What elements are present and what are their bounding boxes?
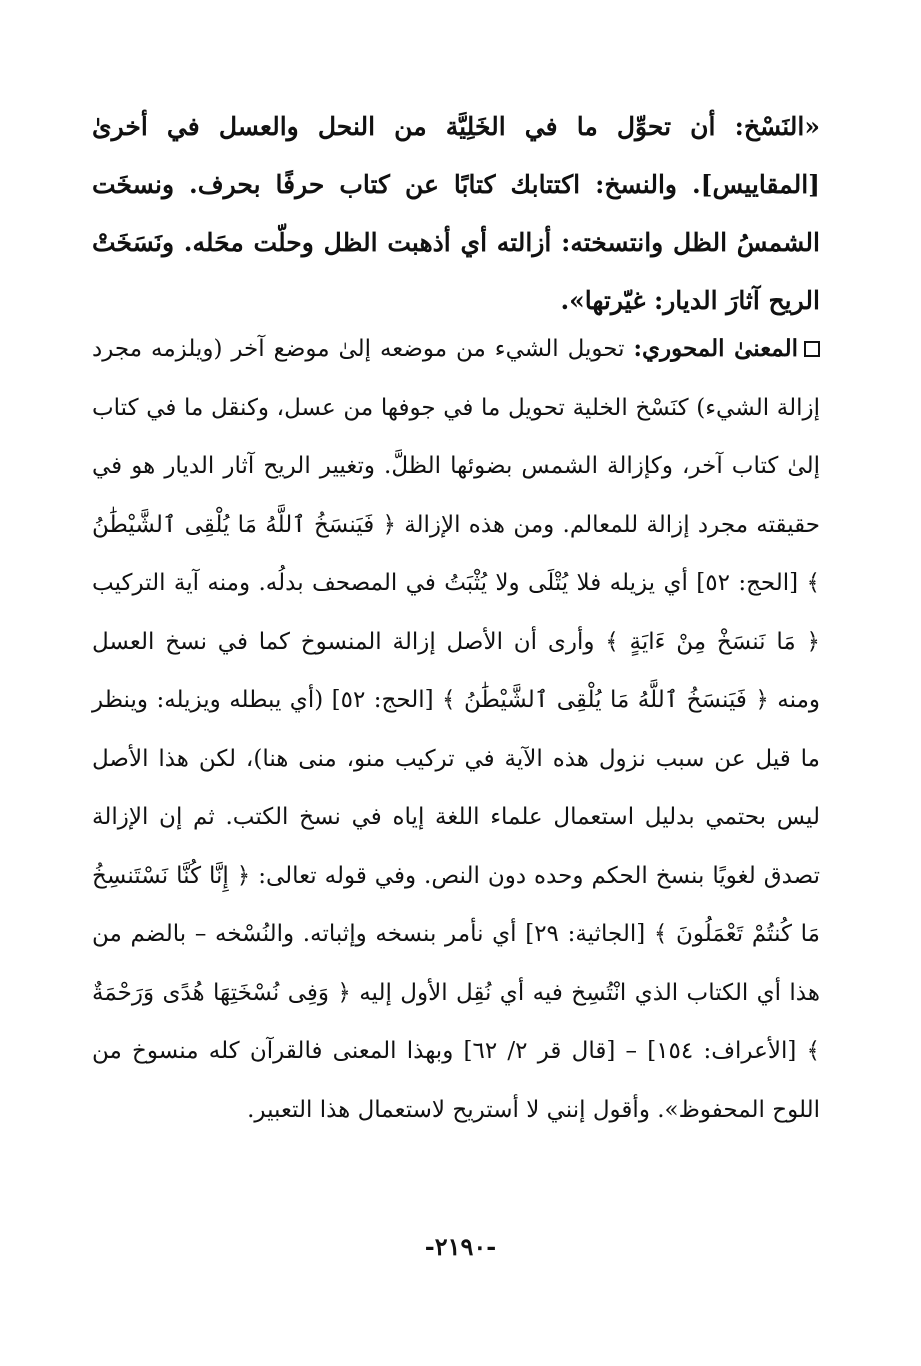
definition-paragraph bbox=[92, 98, 820, 330]
core-meaning-heading: المعنىٰ المحوري: bbox=[633, 335, 799, 362]
core-meaning-text: تحويل الشيء من موضعه إلىٰ موضع آخر (ويلزمه مجرد إزالة الشيء) كنَسْخ الخلية تحويل ما في جوفها من عسل، وكنقل ما في كتاب إلىٰ كتاب آخر، وكإزالة الشمس بضوئها الظلَّ. وتغيير الريح آثار الديار هو في حقيقته مجرد إزالة للمعالم. ومن هذه الإزالة ﴿ فَيَنسَخُ ٱللَّهُ مَا يُلْقِى ٱلشَّيْطَٰنُ ﴾ [الحج: ٥٢] أي يزيله فلا يُتْلَى ولا يُثْبَتُ في المصحف بدلُه. ومنه آية التركيب ﴿ مَا نَنسَخْ مِنْ ءَايَةٍ ﴾ وأرى أن الأصل إزالة المنسوخ كما في نسخ العسل ومنه ﴿ فَيَنسَخُ ٱللَّهُ مَا يُلْقِى ٱلشَّيْطَٰنُ ﴾ [الحج: ٥٢] (أي يبطله ويزيله: وينظر ما قيل عن سبب نزول هذه الآية في تركيب منو، منى هنا)، لكن هذا الأصل ليس بحتمي بدليل استعمال علماء اللغة إياه في نسخ الكتب. ثم إن الإزالة تصدق لغويًا بنسخ الحكم وحده دون النص. وفي قوله تعالى: ﴿ إِنَّا كُنَّا نَسْتَنسِخُ مَا كُنتُمْ تَعْمَلُونَ ﴾ [الجاثية: ٢٩] أي نأمر بنسخه وإثباته. والنُسْخه – بالضم من هذا أي الكتاب الذي انْتُسِخ فيه أي نُقِل الأول إليه ﴿ وَفِى نُسْخَتِهَا هُدًى وَرَحْمَةٌ ﴾ [الأعراف: ١٥٤] – [قال قر ٢/ ٦٢] وبهذا المعنى فالقرآن كله منسوخ من اللوح المحفوظ». وأقول إنني لا أستريح لاستعمال هذا التعبير. bbox=[92, 336, 821, 1123]
page-number: -٢١٩٠- bbox=[424, 1232, 497, 1261]
core-meaning-paragraph bbox=[92, 320, 820, 1139]
definition-text: «النَسْخ: أن تحوِّل ما في الخَلِيَّة من النحل والعسل في أخرىٰ [المقاييس]. والنسخ: اكتتابك كتابًا عن كتاب حرفًا بحرف. ونسخَت الشمسُ الظل وانتسخته: أزالته أي أذهبت الظل وحلّت محَله. ونَسَخَتْ الريح آثارَ الديار: غيّرتها». bbox=[92, 112, 820, 315]
square-bullet-icon bbox=[804, 341, 820, 357]
